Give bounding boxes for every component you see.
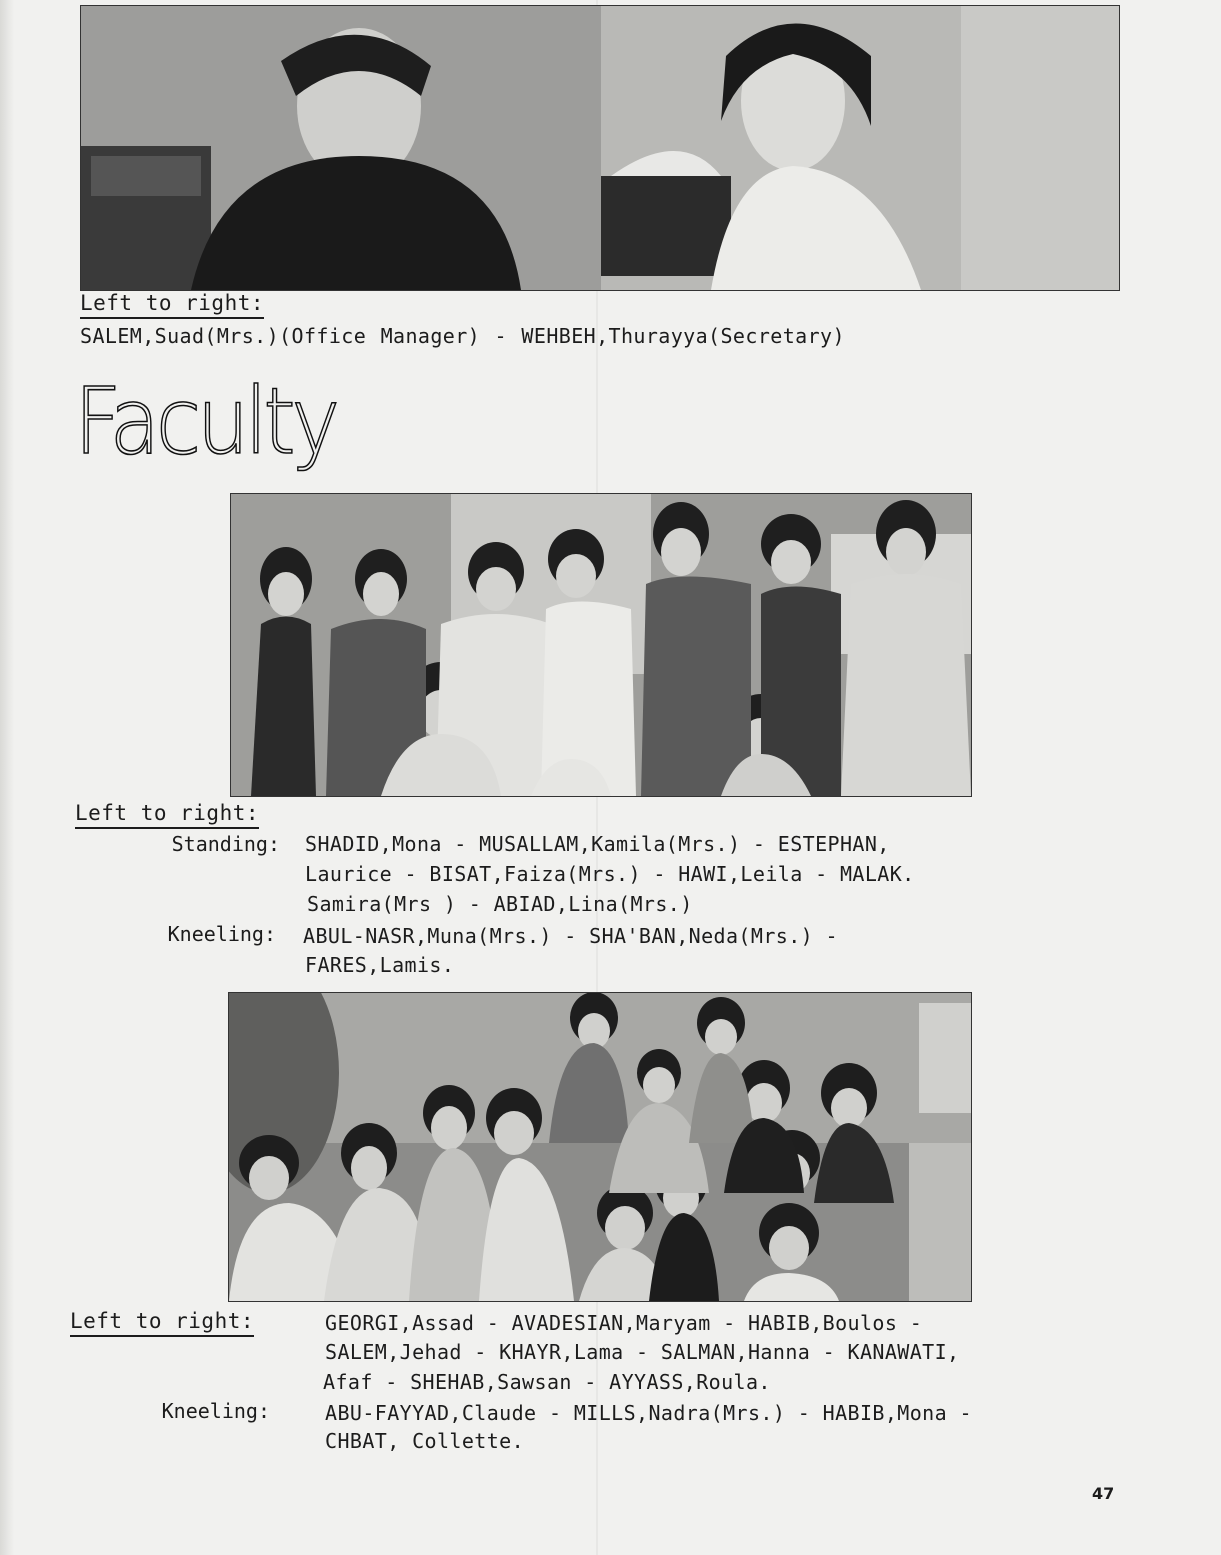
group2-kneeling-line-2: CHBAT, Collette. xyxy=(325,1429,525,1453)
office-staff-photo xyxy=(80,5,1120,291)
group1-kneeling-label: Kneeling: xyxy=(167,922,276,946)
office-caption: SALEM,Suad(Mrs.)(Office Manager) - WEHBEH,Thurayya(Secretary) xyxy=(80,324,845,348)
group2-line-2: SALEM,Jehad - KHAYR,Lama - SALMAN,Hanna - KANAWATI, xyxy=(325,1340,960,1364)
group2-caption-heading: Left to right: xyxy=(70,1309,254,1333)
group1-standing-label: Standing: xyxy=(171,832,280,856)
group1-standing-line-2: Laurice - BISAT,Faiza(Mrs.) - HAWI,Leila - MALAK. xyxy=(305,862,915,886)
faculty-group-photo-1 xyxy=(230,493,972,797)
group2-line-3: Afaf - SHEHAB,Sawsan - AYYASS,Roula. xyxy=(323,1370,771,1394)
group2-kneeling-label: Kneeling: xyxy=(161,1399,270,1423)
group1-caption-heading: Left to right: xyxy=(75,801,259,825)
faculty-group-photo-2 xyxy=(228,992,972,1302)
office-caption-heading: Left to right: xyxy=(80,291,264,315)
page-edge xyxy=(0,0,14,1555)
group2-line-1: GEORGI,Assad - AVADESIAN,Maryam - HABIB,Boulos - xyxy=(325,1311,923,1335)
group1-kneeling-line-2: FARES,Lamis. xyxy=(305,953,455,977)
page-number: 47 xyxy=(1092,1484,1115,1503)
group1-kneeling-line-1: ABUL-NASR,Muna(Mrs.) - SHA'BAN,Neda(Mrs.) - xyxy=(303,924,838,948)
group1-standing-line-3: Samira(Mrs ) - ABIAD,Lina(Mrs.) xyxy=(307,892,693,916)
faculty-title: Faculty xyxy=(74,368,336,475)
group1-standing-line-1: SHADID,Mona - MUSALLAM,Kamila(Mrs.) - ESTEPHAN, xyxy=(305,832,890,856)
group2-kneeling-line-1: ABU-FAYYAD,Claude - MILLS,Nadra(Mrs.) - HABIB,Mona - xyxy=(325,1401,972,1425)
